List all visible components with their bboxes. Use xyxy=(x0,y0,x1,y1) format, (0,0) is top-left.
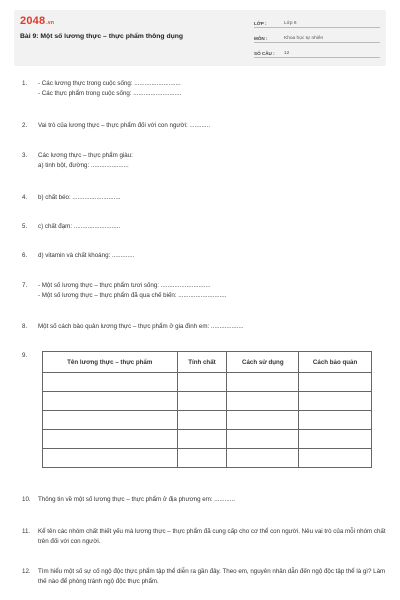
question-text: Vai trò của lương thực – thực phẩm đối với con người: ............ xyxy=(38,122,211,129)
table-header-row xyxy=(43,352,372,373)
meta-value: Lớp 6 xyxy=(284,21,297,26)
question-number: 10. xyxy=(22,496,31,503)
column-header: Cách sử dụng xyxy=(227,352,299,373)
answer-line: d) vitamin và chất khoáng: ............. xyxy=(38,252,135,259)
answer-table xyxy=(42,351,372,468)
question-10 xyxy=(22,495,235,505)
answer-line: b) chất béo: ............................ xyxy=(38,194,121,201)
question-text: Thông tin về một số lương thực – thực phẩm ở địa phương em: ............ xyxy=(38,496,235,503)
answer-line: - Các thực phẩm trong cuộc sống: ............................ xyxy=(38,90,182,97)
question-number: 2. xyxy=(22,122,28,129)
table-cell[interactable] xyxy=(227,411,299,430)
table-cell[interactable] xyxy=(43,449,178,468)
answer-line: - Một số lương thực – thực phẩm tươi sống: ............................. xyxy=(38,282,211,289)
table-cell[interactable] xyxy=(43,430,178,449)
question-number: 1. xyxy=(22,80,28,87)
question-text: Kể tên các nhóm chất thiết yếu mà lương thực – thực phẩm đã cung cấp cho cơ thể con người. Nêu vai trò của mỗi nhóm chất trên đối với con người. xyxy=(38,528,386,545)
answer-line: c) chất đạm: ........................... xyxy=(38,223,121,230)
table-cell[interactable] xyxy=(299,411,372,430)
question-number: 9. xyxy=(22,352,28,359)
meta-value: 12 xyxy=(284,51,290,56)
table-cell[interactable] xyxy=(299,449,372,468)
question-number: 6. xyxy=(22,252,28,259)
table-row xyxy=(43,411,372,430)
question-5 xyxy=(22,222,121,232)
table-cell[interactable] xyxy=(299,430,372,449)
question-text: Tìm hiểu một số sự cố ngộ độc thực phẩm tập thể diễn ra gần đây. Theo em, nguyên nhân dẫn đến ngộ độc tập thể là gì? Làm thế nào để phòng tránh ngộ độc thực phẩm. xyxy=(38,568,386,585)
table-cell[interactable] xyxy=(177,392,227,411)
table-cell[interactable] xyxy=(299,373,372,392)
meta-label: SỐ CÂU : xyxy=(254,51,275,56)
table-cell[interactable] xyxy=(177,430,227,449)
table-cell[interactable] xyxy=(227,392,299,411)
table-row xyxy=(43,430,372,449)
table-cell[interactable] xyxy=(299,392,372,411)
question-9 xyxy=(22,351,37,361)
meta-label: MÔN : xyxy=(254,36,268,41)
question-3 xyxy=(22,151,133,169)
meta-value: Khoa học tự nhiên xyxy=(284,36,324,41)
lesson-title: Bài 9: Một số lương thực – thực phẩm thông dụng xyxy=(20,33,184,40)
table-row xyxy=(43,392,372,411)
table-cell[interactable] xyxy=(227,373,299,392)
worksheet-header xyxy=(14,10,386,66)
question-number: 11. xyxy=(22,528,31,535)
question-8 xyxy=(22,322,244,332)
question-1 xyxy=(22,79,182,97)
question-7 xyxy=(22,281,227,299)
table-cell[interactable] xyxy=(43,392,178,411)
column-header: Tên lương thực – thực phẩm xyxy=(43,352,178,373)
table-cell[interactable] xyxy=(43,411,178,430)
question-6 xyxy=(22,251,135,261)
answer-line: Một số cách bảo quản lương thực – thực phẩm ở gia đình em: ................... xyxy=(38,323,244,330)
meta-row-subject xyxy=(254,31,380,43)
question-11 xyxy=(22,527,386,545)
question-12 xyxy=(22,567,386,585)
question-2 xyxy=(22,121,211,131)
table-row xyxy=(43,373,372,392)
meta-row-class xyxy=(254,16,380,28)
answer-line: a) tinh bột, đường: ...................... xyxy=(38,162,129,169)
table-cell[interactable] xyxy=(227,430,299,449)
question-number: 4. xyxy=(22,194,28,201)
question-4 xyxy=(22,193,121,203)
table-cell[interactable] xyxy=(227,449,299,468)
question-number: 3. xyxy=(22,152,28,159)
table-cell[interactable] xyxy=(177,373,227,392)
table-cell[interactable] xyxy=(177,411,227,430)
question-number: 8. xyxy=(22,323,28,330)
question-number: 7. xyxy=(22,282,28,289)
column-header: Cách bảo quản xyxy=(299,352,372,373)
column-header: Tính chất xyxy=(177,352,227,373)
question-number: 12. xyxy=(22,568,31,575)
table-row xyxy=(43,449,372,468)
question-text: Các lương thực – thực phẩm giàu: xyxy=(38,152,133,159)
meta-label: LỚP : xyxy=(254,21,267,26)
table-cell[interactable] xyxy=(43,373,178,392)
meta-row-count xyxy=(254,46,380,58)
answer-line: - Các lương thực trong cuộc sống: ........................... xyxy=(38,80,181,87)
table-cell[interactable] xyxy=(177,449,227,468)
brand-logo: 2048.vn xyxy=(20,15,55,27)
question-number: 5. xyxy=(22,223,28,230)
meta-info xyxy=(254,16,380,61)
answer-line: - Một số lương thực – thực phẩm đã qua chế biến: ............................ xyxy=(38,292,227,299)
